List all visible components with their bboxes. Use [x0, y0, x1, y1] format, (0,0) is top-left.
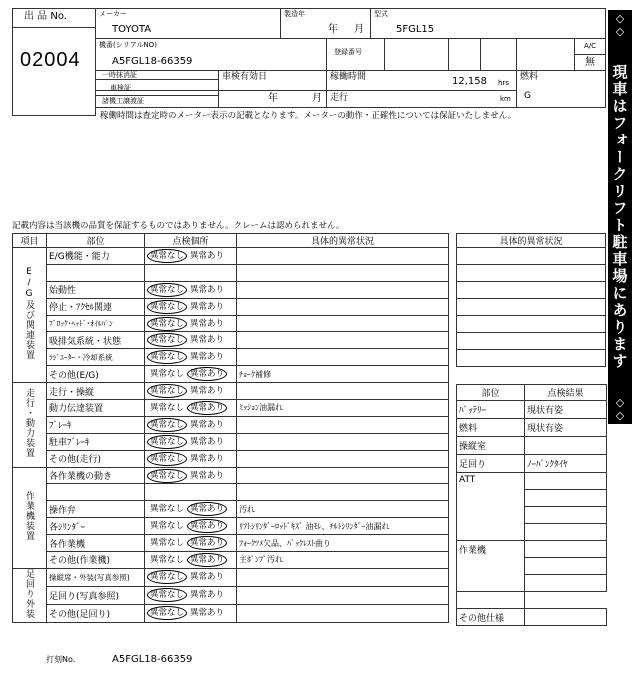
- status-normal: 異常なし: [150, 554, 185, 565]
- serial-value: A5FGL18-66359: [112, 56, 193, 67]
- status-abnormal: 異常あり: [187, 536, 227, 550]
- status-normal: 異常なし: [147, 606, 187, 620]
- status-normal: 異常なし: [147, 317, 187, 331]
- group-label-foot: 足回り外装: [24, 568, 34, 619]
- row-check: [145, 450, 237, 467]
- hours-label: 稼働時間: [330, 72, 367, 82]
- reg-label: 登録番号: [334, 48, 362, 56]
- table-row: [13, 568, 449, 586]
- row-part: 足回り(写真参照): [47, 586, 145, 604]
- status-abnormal: 異常あり: [187, 401, 227, 415]
- row-note: [237, 298, 449, 315]
- table-row: [13, 535, 449, 552]
- inspection-month-unit: 月: [312, 93, 322, 104]
- row-note: [237, 586, 449, 604]
- serial-label: 機番(シリアルNO): [99, 41, 157, 49]
- status-abnormal: 異常あり: [190, 250, 225, 261]
- lot-label: 出 品 No.: [24, 11, 67, 22]
- side-banner: [608, 10, 632, 424]
- group-label-drive: 走行・動力装置: [24, 388, 34, 459]
- group-label-work: 作業機装置: [24, 491, 34, 542]
- table-row: [13, 366, 449, 383]
- table-row: [13, 383, 449, 400]
- row-part: その他(作業機): [47, 552, 145, 569]
- status-abnormal: 異常あり: [190, 352, 225, 363]
- row-note: [237, 383, 449, 400]
- travel-label: 走行: [330, 93, 349, 103]
- result-table: [456, 384, 607, 626]
- fuel-label: 燃料: [520, 72, 539, 82]
- result-att: ATT: [457, 473, 525, 541]
- cert-3: 諸機工譲渡証: [102, 97, 144, 105]
- year-label: 製造年: [284, 10, 305, 18]
- table-row: [13, 264, 449, 281]
- banner-text: 現車はフォークリフト駐車場にあります: [610, 64, 629, 370]
- table-row: [13, 349, 449, 366]
- table-row: [13, 248, 449, 265]
- row-check: [145, 416, 237, 433]
- row-check: [145, 501, 237, 518]
- row-part: その他(E/G): [47, 366, 145, 383]
- row-part: 動力伝達装置: [47, 400, 145, 417]
- row-note: [237, 416, 449, 433]
- status-abnormal: 異常あり: [190, 436, 225, 447]
- status-normal: 異常なし: [147, 435, 187, 449]
- row-note: [237, 450, 449, 467]
- year-unit: 年: [328, 24, 338, 35]
- status-normal: 異常なし: [147, 283, 187, 297]
- row-note: [237, 264, 449, 281]
- row-part: ﾌﾞﾚｰｷ: [47, 416, 145, 433]
- result-foot-val: ﾉｰﾊﾟﾝｸﾀｲﾔ: [525, 455, 607, 473]
- row-check: [145, 281, 237, 298]
- row-part: ﾌﾞﾛｯｸ･ﾍｯﾄﾞ･ｵｲﾙﾊﾟﾝ: [47, 315, 145, 332]
- model-label: 型式: [374, 10, 388, 18]
- table-row: [13, 484, 449, 501]
- row-part: ﾗｼﾞｴｰﾀｰ・冷却系統: [47, 349, 145, 366]
- row-part: [47, 484, 145, 501]
- result-battery: ﾊﾞｯﾃﾘｰ: [457, 401, 525, 419]
- row-check: [145, 484, 237, 501]
- status-normal: 異常なし: [147, 300, 187, 314]
- status-abnormal: 異常あり: [190, 335, 225, 346]
- month-unit: 月: [354, 24, 364, 35]
- row-note: [237, 248, 449, 265]
- hours-unit: hrs: [498, 79, 509, 87]
- status-normal: 異常なし: [147, 570, 187, 584]
- status-normal: 異常なし: [147, 588, 187, 602]
- row-check: [145, 400, 237, 417]
- status-normal: 異常なし: [147, 469, 187, 483]
- status-abnormal: 異常あり: [190, 419, 225, 430]
- table-row: [13, 433, 449, 450]
- result-cab: 操縦室: [457, 437, 525, 455]
- status-normal: 異常なし: [147, 384, 187, 398]
- status-abnormal: 異常あり: [190, 453, 225, 464]
- result-other: その他仕様: [457, 609, 525, 626]
- status-abnormal: 異常あり: [190, 301, 225, 312]
- table-header-row: [13, 234, 449, 248]
- result-fuel: 燃料: [457, 419, 525, 437]
- fuel-value: G: [524, 91, 531, 101]
- status-abnormal: 異常あり: [187, 553, 227, 567]
- row-part: 各作業機の動き: [47, 467, 145, 484]
- result-foot: 足回り: [457, 455, 525, 473]
- ac-value: 無: [585, 57, 595, 68]
- stamp-value: A5FGL18-66359: [112, 654, 193, 665]
- banner-diamonds-bottom: ◇◇: [613, 396, 627, 422]
- row-note: [237, 315, 449, 332]
- row-note: [237, 604, 449, 622]
- row-note: ﾌｫｰｸﾂﾒ欠品、ﾊﾞｯｸﾚｽﾄ曲り: [237, 535, 449, 552]
- row-note: ﾘﾌﾄｼﾘﾝﾀﾞｰﾛｯﾄﾞｷｽﾞ 油ﾓﾚ、ﾁﾙﾄｼﾘﾝﾀﾞｰ油漏れ: [237, 518, 449, 535]
- row-check: [145, 315, 237, 332]
- right-head-detail: 具体的異常状況: [457, 234, 606, 248]
- row-check: [145, 568, 237, 586]
- hours-value: 12,158: [452, 76, 487, 87]
- table-row: [13, 586, 449, 604]
- status-abnormal: 異常あり: [187, 519, 227, 533]
- maker-value: TOYOTA: [112, 24, 152, 35]
- row-part: その他(走行): [47, 450, 145, 467]
- cert-1: 一時抹消証: [102, 71, 137, 79]
- row-note: ﾐｯｼｮﾝ油漏れ: [237, 400, 449, 417]
- row-part: 操作弁: [47, 501, 145, 518]
- table-row: [13, 281, 449, 298]
- inspection-year-unit: 年: [268, 93, 278, 104]
- row-check: [145, 467, 237, 484]
- row-note: [237, 568, 449, 586]
- result-head-result: 点検結果: [525, 385, 607, 401]
- table-row: [13, 400, 449, 417]
- banner-diamonds-top: ◇◇: [613, 12, 627, 38]
- status-normal: 異常なし: [150, 402, 185, 413]
- row-note: [237, 467, 449, 484]
- quality-notice: 記載内容は当該機の品質を保証するものではありません。クレームは認められません。: [12, 221, 345, 231]
- status-abnormal: 異常あり: [190, 284, 225, 295]
- row-part: E/G機能・能力: [47, 248, 145, 265]
- row-part: 吸排気系統・状態: [47, 332, 145, 349]
- row-part: その他(足回り): [47, 604, 145, 622]
- maker-label: メーカー: [99, 10, 127, 18]
- row-check: [145, 535, 237, 552]
- table-row: [13, 315, 449, 332]
- status-normal: 異常なし: [150, 504, 185, 515]
- km-unit: km: [500, 95, 511, 103]
- row-note: 主ﾎﾟﾝﾌﾟ汚れ: [237, 552, 449, 569]
- status-abnormal: 異常あり: [190, 470, 225, 481]
- cert-2: 車検証: [110, 84, 131, 92]
- row-note: [237, 281, 449, 298]
- status-normal: 異常なし: [147, 249, 187, 263]
- status-abnormal: 異常あり: [190, 318, 225, 329]
- row-part: 各作業機: [47, 535, 145, 552]
- table-row: [13, 604, 449, 622]
- lot-number: 02004: [20, 49, 81, 71]
- row-check: [145, 586, 237, 604]
- status-abnormal: 異常あり: [190, 608, 225, 619]
- head-detail: 具体的異常状況: [237, 234, 449, 248]
- table-row: [13, 501, 449, 518]
- row-check: [145, 383, 237, 400]
- result-workmachine: 作業機: [457, 541, 525, 592]
- head-check: 点検個所: [145, 234, 237, 248]
- table-row: [13, 552, 449, 569]
- row-part: 駐車ﾌﾞﾚｰｷ: [47, 433, 145, 450]
- inspection-label: 車検有効日: [222, 72, 268, 82]
- status-normal: 異常なし: [147, 452, 187, 466]
- status-abnormal: 異常あり: [190, 386, 225, 397]
- ac-label: A/C: [584, 42, 597, 50]
- right-detail-table: [456, 233, 606, 367]
- status-normal: 異常なし: [150, 521, 185, 532]
- table-row: [13, 416, 449, 433]
- result-head-part: 部位: [457, 385, 525, 401]
- status-normal: 異常なし: [147, 418, 187, 432]
- status-abnormal: 異常あり: [190, 590, 225, 601]
- table-row: [13, 332, 449, 349]
- table-row: [13, 450, 449, 467]
- status-normal: 異常なし: [147, 350, 187, 364]
- row-check: [145, 552, 237, 569]
- model-value: 5FGL15: [396, 24, 435, 35]
- table-row: [13, 518, 449, 535]
- status-normal: 異常なし: [147, 333, 187, 347]
- table-row: [13, 467, 449, 484]
- table-row: [13, 298, 449, 315]
- status-abnormal: 異常あり: [190, 572, 225, 583]
- head-item: 項目: [13, 234, 47, 248]
- stamp-label: 打刻No.: [46, 655, 76, 664]
- row-check: [145, 518, 237, 535]
- row-check: [145, 264, 237, 281]
- inspection-table: [12, 233, 449, 623]
- row-check: [145, 332, 237, 349]
- row-part: 各ｼﾘﾝﾀﾞｰ: [47, 518, 145, 535]
- row-check: [145, 433, 237, 450]
- row-part: [47, 264, 145, 281]
- hours-notice: 稼働時間は査定時のメーター表示の記載となります。メーターの動作・正確性については保証いたしません。: [100, 111, 517, 121]
- result-fuel-val: 現状有姿: [525, 419, 607, 437]
- row-check: [145, 604, 237, 622]
- row-note: [237, 349, 449, 366]
- row-part: 停止・ｱｸｾﾙ関連: [47, 298, 145, 315]
- row-note: 汚れ: [237, 501, 449, 518]
- row-check: [145, 349, 237, 366]
- status-normal: 異常なし: [150, 538, 185, 549]
- status-abnormal: 異常あり: [187, 502, 227, 516]
- row-part: 操縦席・外装(写真参照): [47, 568, 145, 586]
- head-part: 部位: [47, 234, 145, 248]
- row-note: [237, 332, 449, 349]
- row-check: [145, 248, 237, 265]
- status-normal: 異常なし: [150, 369, 185, 380]
- group-label-engine: E/G及び関連装置: [24, 267, 34, 361]
- row-note: [237, 484, 449, 501]
- status-abnormal: 異常あり: [187, 367, 227, 381]
- row-part: 始動性: [47, 281, 145, 298]
- row-note: ﾁｮｰｸ補修: [237, 366, 449, 383]
- row-note: [237, 433, 449, 450]
- row-part: 走行・操縦: [47, 383, 145, 400]
- row-check: [145, 298, 237, 315]
- row-check: [145, 366, 237, 383]
- result-battery-val: 現状有姿: [525, 401, 607, 419]
